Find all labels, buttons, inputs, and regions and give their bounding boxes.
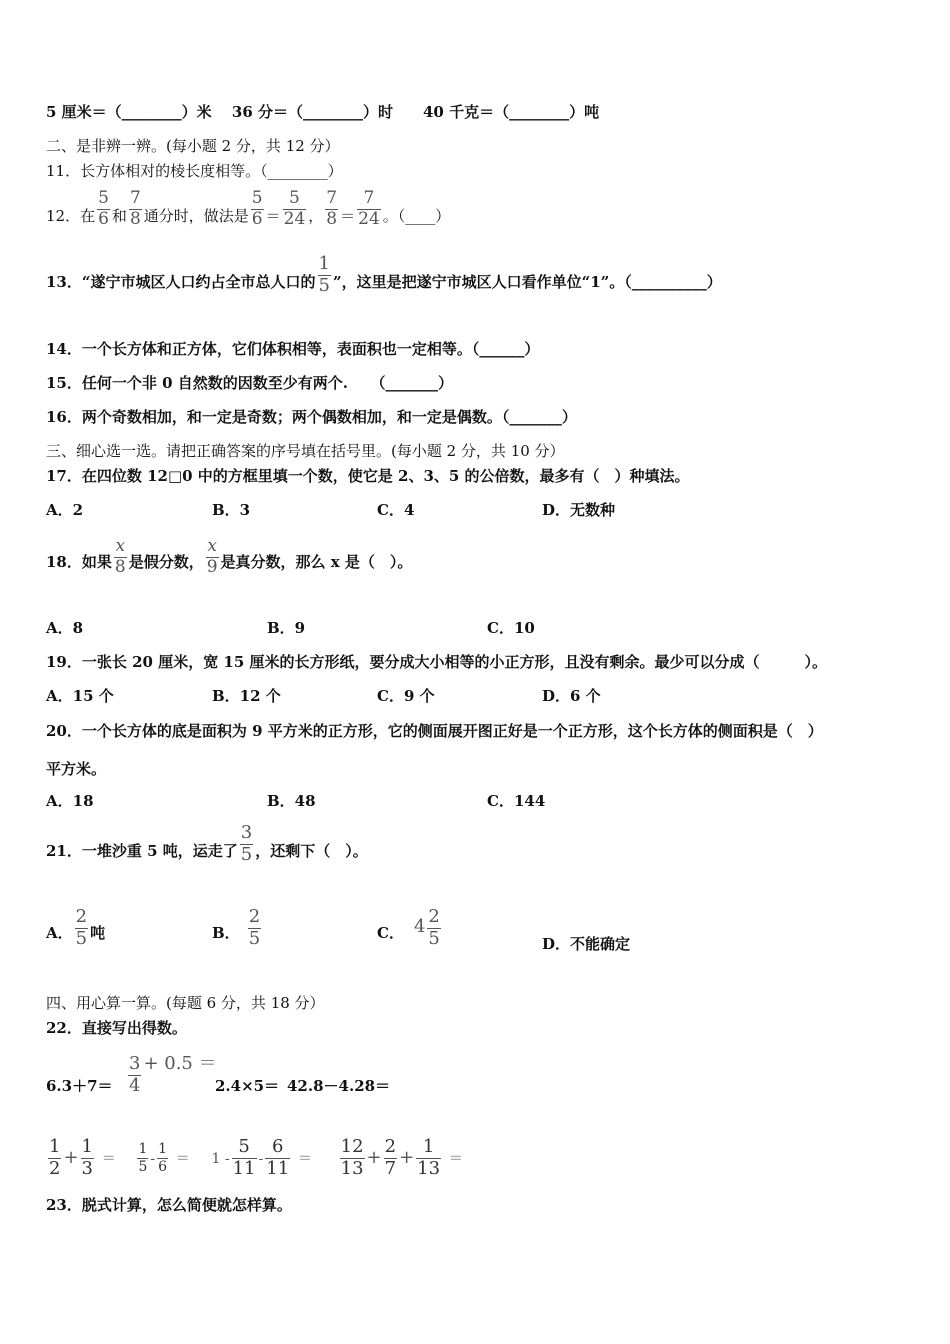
q17-option-c: C．4 [377,501,415,519]
fraction: $\frac{2}{7}$ [384,1135,397,1179]
q20-option-c: C．144 [487,792,546,810]
option-label: B． [212,924,240,942]
unit-conversion-line: 5 厘米＝（________）米 36 分＝（________）时 40 千克＝（________）吨 [46,103,600,121]
fraction: $\frac{5}{24}$ [283,187,306,229]
expr-1: 6.3＋7＝ [46,1077,113,1095]
answer-blank: 。（____） [382,207,451,225]
q12-number: 12．在 [46,207,96,225]
q21-text-end: ，还剩下（ ）。 [255,842,368,860]
expr-6 [135,1140,190,1175]
fraction: $\frac{1}{6}$ [158,1140,168,1175]
q21-option-d: D．不能确定 [542,935,631,953]
question-14: 14．一个长方体和正方体，它们体积相等，表面积也一定相等。（______） [46,340,540,358]
q17-option-d: D．无数种 [542,501,616,519]
equals-sign: ＝ [265,207,281,225]
option-label: C． [377,924,404,942]
expr-2 [126,1050,217,1098]
fraction: $\frac{5}{6}$ [251,187,263,229]
equals-sign: ＝ [340,207,356,225]
expr-4: 42.8－4.28＝ [287,1077,391,1095]
mixed-whole: 4 [413,916,426,937]
plus-sign: + [366,1147,382,1168]
expr-2-rest: + 0.5 ＝ [143,1053,217,1074]
q12-text: 通分时，做法是 [143,207,249,225]
equals-sign: ＝ [297,1151,312,1167]
question-17: 17．在四位数 12□0 中的方框里填一个数，使它是 2、3、5 的公倍数，最多有（ ）种填法。 [46,467,690,485]
comma: ， [308,207,324,225]
fraction: $\frac{1}{2}$ [49,1135,61,1179]
expr-7 [211,1135,312,1179]
q18-text: 18．如果 [46,553,112,571]
question-21 [46,821,368,878]
fraction: $\frac{1}{5}$ [318,252,330,296]
fraction: $\frac{5}{6}$ [98,187,109,229]
minus-sign: - [258,1151,264,1167]
q13-text-end: ”，这里是把遂宁市城区人口看作单位“1”。（__________） [332,273,722,291]
expr-row-2 [46,1134,463,1183]
expr-5 [46,1135,116,1179]
fraction: $\frac{x}{8}$ [114,535,126,577]
q19-option-a: A．15 个 [46,687,114,705]
fraction: $\frac{1}{5}$ [138,1140,148,1175]
q21-option-b [212,905,263,958]
equals-sign: ＝ [448,1151,463,1167]
q18-option-b: B．9 [267,619,306,637]
fraction: $\frac{2}{5}$ [248,905,261,949]
question-22: 22．直接写出得数。 [46,1019,187,1037]
q13-text: 13．“遂宁市城区人口约占全市总人口的 [46,273,316,291]
plus-sign: + [399,1147,415,1168]
fraction: $\frac{2}{5}$ [75,905,88,949]
fraction: $\frac{1}{3}$ [81,1135,93,1179]
question-18 [46,536,412,588]
q19-option-b: B．12 个 [212,687,281,705]
section-heading-3: 三、细心选一选。请把正确答案的序号填在括号里。(每小题 2 分，共 10 分） [46,442,565,460]
option-label: A． [46,924,73,942]
question-20: 20．一个长方体的底是面积为 9 平方米的正方形，它的侧面展开图正好是一个正方形，这个长方体的侧面积是（ ） [46,722,823,740]
plus-sign: + [63,1147,79,1168]
q18-option-a: A．8 [46,619,84,637]
question-11: 11．长方体相对的棱长度相等。（________） [46,162,343,180]
section-heading-4: 四、用心算一算。(每题 6 分，共 18 分） [46,994,325,1012]
expr-3: 2.4×5＝ [215,1077,280,1095]
question-23: 23．脱式计算，怎么简便就怎样算。 [46,1196,292,1214]
fraction: $\frac{3}{4}$ [129,1052,141,1096]
fraction: $\frac{7}{8}$ [326,187,338,229]
question-20-cont: 平方米。 [46,760,107,778]
q12-and: 和 [111,207,127,225]
q21-option-c [377,905,443,958]
q18-option-c: C．10 [487,619,535,637]
question-12 [46,187,451,236]
q21-text: 21．一堆沙重 5 吨，运走了 [46,842,238,860]
equals-sign: ＝ [175,1151,190,1167]
q20-option-b: B．48 [267,792,316,810]
q21-option-a [46,905,106,958]
fraction: $\frac{7}{24}$ [358,187,380,229]
question-16: 16．两个奇数相加，和一定是奇数；两个偶数相加，和一定是偶数。（_______） [46,408,577,426]
q17-option-b: B．3 [212,501,251,519]
fraction: $\frac{1}{13}$ [417,1135,441,1179]
q17-option-a: A．2 [46,501,84,519]
fraction: $\frac{6}{11}$ [266,1135,290,1179]
equals-sign: ＝ [101,1151,116,1167]
q19-option-c: C．9 个 [377,687,435,705]
fraction: $\frac{x}{9}$ [206,535,218,577]
fraction: $\frac{2}{5}$ [428,905,440,949]
fraction: $\frac{12}{13}$ [340,1135,364,1179]
question-13 [46,252,722,308]
fraction: $\frac{3}{5}$ [240,821,253,865]
fraction: $\frac{5}{11}$ [232,1135,256,1179]
fraction: $\frac{7}{8}$ [129,187,141,229]
minus-sign: - [150,1151,156,1167]
expr-8 [338,1135,463,1179]
question-15: 15．任何一个非 0 自然数的因数至少有两个. （_______） [46,374,453,392]
option-unit: 吨 [90,924,106,942]
question-19: 19．一张长 20 厘米，宽 15 厘米的长方形纸，要分成大小相等的小正方形，且没有剩余。最少可以分成（ ）。 [46,653,828,671]
q18-text-mid: 是假分数， [128,553,204,571]
q19-option-d: D．6 个 [542,687,601,705]
q18-text-end: 是真分数，那么 x 是（ ）。 [220,553,413,571]
q20-option-a: A．18 [46,792,94,810]
one-minus: 1 - [211,1151,230,1167]
section-heading-2: 二、是非辨一辨。(每小题 2 分，共 12 分） [46,137,340,155]
